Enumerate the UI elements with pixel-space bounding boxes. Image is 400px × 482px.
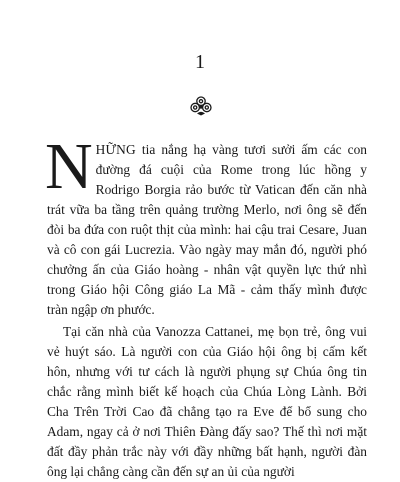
second-paragraph: Tại căn nhà của Vanozza Cattanei, mẹ bọn trẻ, ông vui vẻ huýt sáo. Là người con của Giáo hội ông bị cấm kết hôn, nhưng với tư cách là người phụng sự Chúa ông tin chắc rằng mình biết kế hoạch của Chúa Lòng Lành. Bởi Cha Trên Trời Cao đã chẳng tạo ra Eve để bổ sung cho Adam, ngay cả ở nơi Thiên Đàng đấy sao? Thế thì nơi mặt đất đầy phản trắc này với đầy những bất hạnh, người đàn ông lại chẳng càng cần đến sự an ủi của người bbox=[47, 324, 367, 479]
opening-paragraph bbox=[45, 130, 367, 320]
chapter-number: 1 bbox=[195, 51, 205, 73]
drop-cap: N bbox=[45, 130, 93, 203]
trefoil-ornament-icon bbox=[190, 96, 212, 116]
lead-word: HỮNG bbox=[95, 142, 136, 157]
chapter-body bbox=[45, 130, 367, 482]
paragraph-text: tia nắng hạ vàng tươi sưởi ấm các con đường đá cuội của Rome trong lúc hồng y Rodrigo Borgia rảo bước từ Vatican đến căn nhà trát vữa ba tầng trên quảng trường Merlo, nơi ông sẽ đến đòi ba đứa con ruột thịt của mình: hai cậu trai Cesare, Juan và cô con gái Lucrezia. Vào ngày may mắn đó, người phó chưởng ấn của Giáo hoàng - nhân vật quyền lực thứ nhì trong Giáo hội Công giáo La Mã - cảm thấy mình được tràn ngập ơn phước. bbox=[47, 142, 367, 317]
